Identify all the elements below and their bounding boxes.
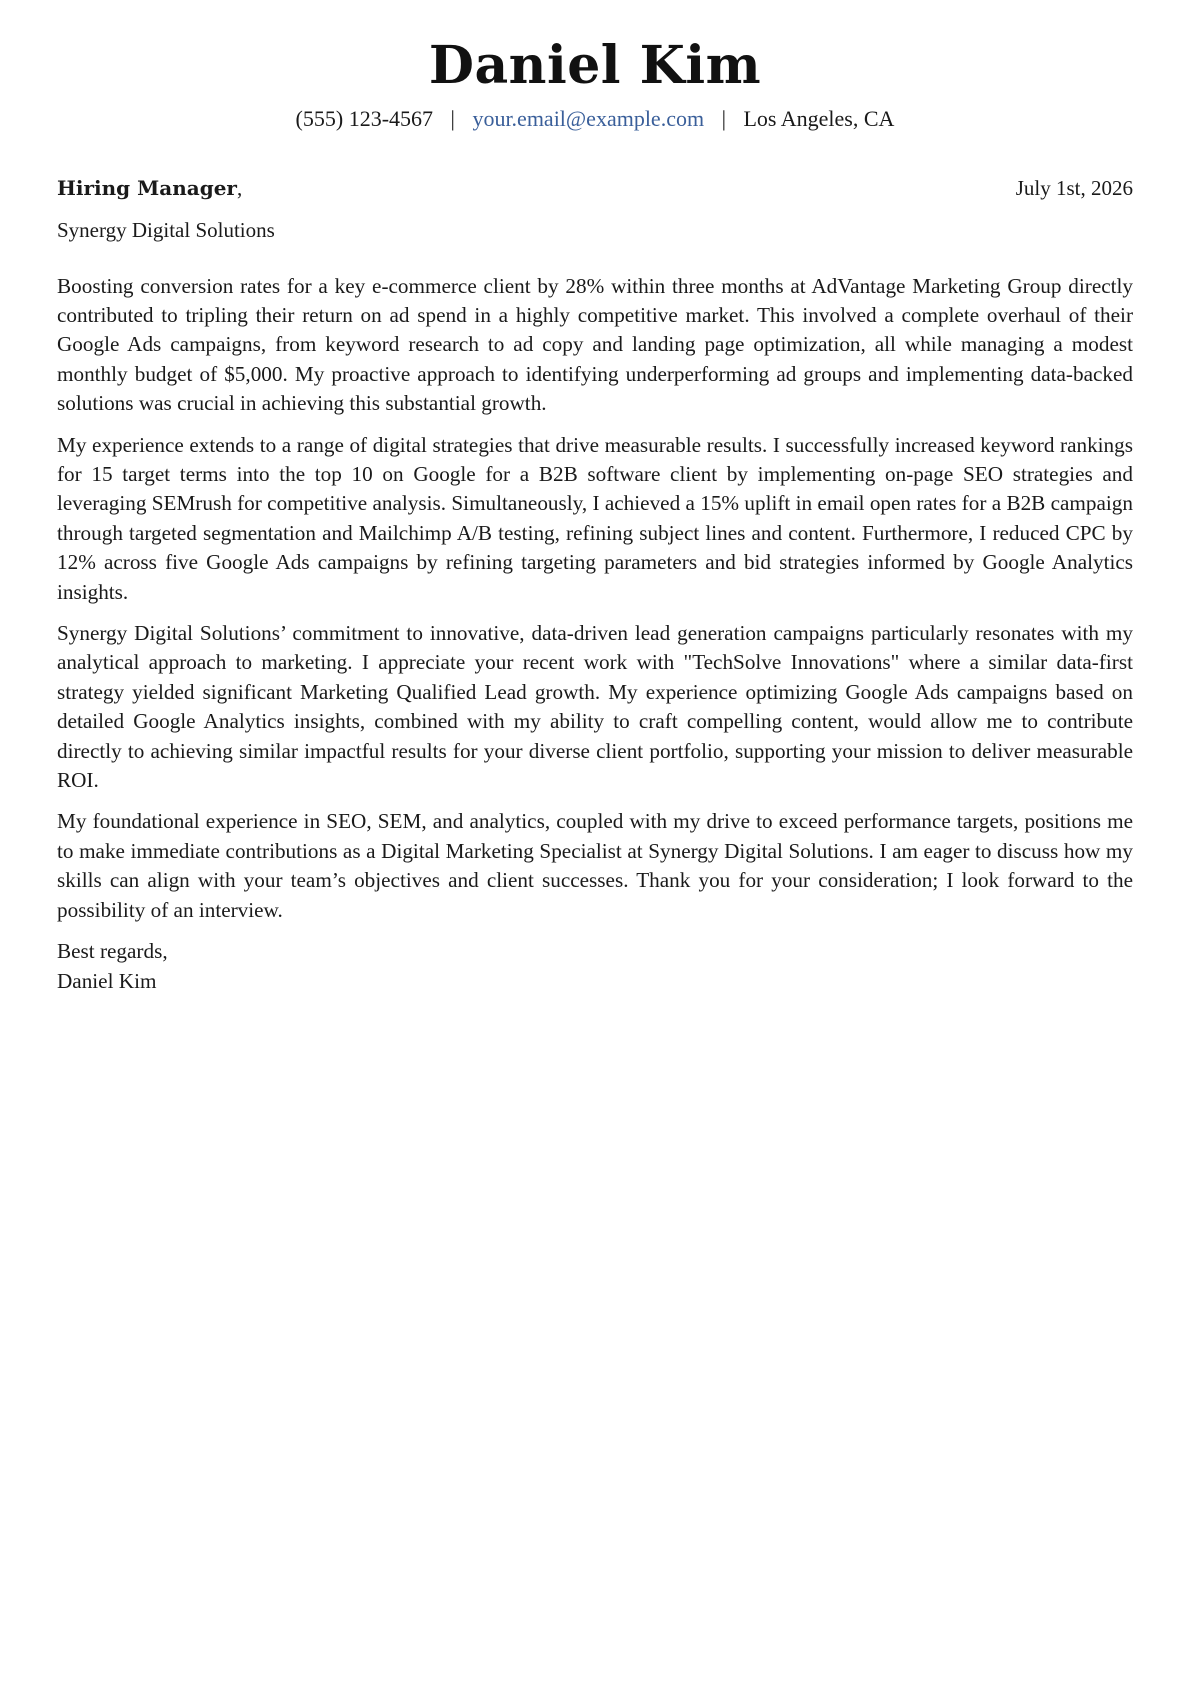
addressee-date-row bbox=[57, 176, 1133, 202]
recipient-company: Synergy Digital Solutions bbox=[57, 218, 275, 243]
body-paragraph: My foundational experience in SEO, SEM, and analytics, coupled with my drive to exceed performance targets, positions me to make immediate contributions as a Digital Marketing Specialist at Synergy Digital Solutions. I am eager to discuss how my skills can align with your team’s objectives and client successes. Thank you for your consideration; I look forward to the possibility of an interview. bbox=[57, 809, 1133, 922]
letter-date: July 1st, 2026 bbox=[1015, 176, 1133, 201]
letter-body bbox=[57, 272, 1133, 926]
phone-number: (555) 123-4567 bbox=[295, 106, 434, 131]
body-paragraph: Synergy Digital Solutions’ commitment to innovative, data-driven lead generation campaigns particularly resonates with my analytical approach to marketing. I appreciate your recent work with "TechSolve Innovations" where a similar data-first strategy yielded significant Marketing Qualified Lead growth. My experience optimizing Google Ads campaigns based on detailed Google Analytics insights, combined with my ability to craft compelling content, would allow me to contribute directly to achieving similar impactful results for your diverse client portfolio, supporting your mission to deliver measurable ROI. bbox=[57, 621, 1133, 793]
contact-line bbox=[57, 106, 1133, 132]
closing-salutation: Best regards, bbox=[57, 939, 168, 964]
recipient bbox=[57, 176, 242, 201]
contact-separator: | bbox=[721, 106, 726, 131]
closing-signature: Daniel Kim bbox=[57, 968, 157, 993]
recipient-name-suffix: , bbox=[236, 176, 243, 201]
body-paragraph: Boosting conversion rates for a key e-commerce client by 28% within three months at AdVantage Marketing Group directly contributed to tripling their return on ad spend in a highly competitive market. This involved a complete overhaul of their Google Ads campaigns, from keyword research to ad copy and landing page optimization, all while managing a modest monthly budget of $5,000. My proactive approach to identifying underperforming ad groups and implementing data-backed solutions was crucial in achieving this substantial growth. bbox=[57, 273, 1133, 416]
location: Los Angeles, CA bbox=[743, 106, 895, 131]
letter-header bbox=[57, 0, 1133, 132]
cover-letter-page bbox=[57, 0, 1133, 996]
letter-closing bbox=[57, 937, 1133, 996]
contact-separator: | bbox=[450, 106, 455, 131]
applicant-name: Daniel Kim bbox=[428, 35, 762, 96]
recipient-name: Hiring Manager bbox=[57, 176, 237, 201]
email-link[interactable]: your.email@example.com bbox=[472, 106, 705, 131]
body-paragraph: My experience extends to a range of digital strategies that drive measurable results. I successfully increased keyword rankings for 15 target terms into the top 10 on Google for a B2B software client by implementing on-page SEO strategies and leveraging SEMrush for competitive analysis. Simultaneously, I achieved a 15% uplift in email open rates for a B2B campaign through targeted segmentation and Mailchimp A/B testing, refining subject lines and content. Furthermore, I reduced CPC by 12% across five Google Ads campaigns by refining targeting parameters and bid strategies informed by Google Analytics insights. bbox=[57, 432, 1133, 604]
